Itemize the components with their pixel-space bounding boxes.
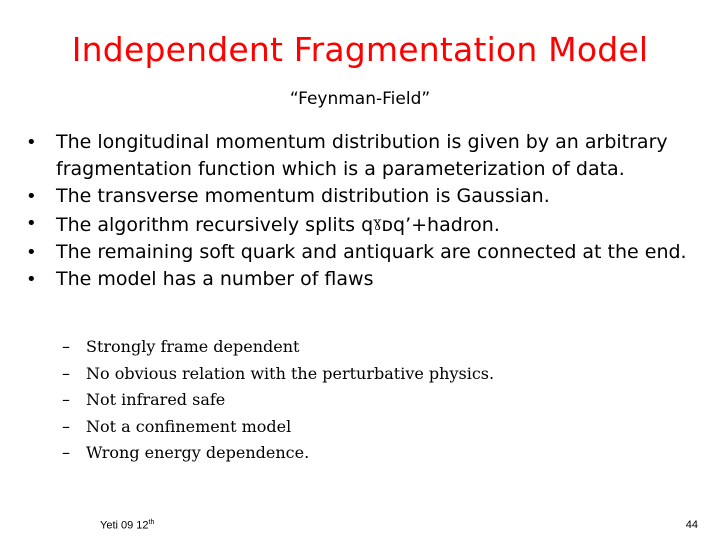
dash-icon: – (62, 337, 70, 356)
flaw-item (0, 414, 700, 441)
flaw-text: Not infrared safe (86, 390, 226, 409)
bullet-dot-icon: • (26, 269, 37, 290)
footer-text: Yeti 09 12 (100, 519, 149, 532)
flaws-list (0, 334, 700, 467)
bullet-dot-icon: • (26, 242, 37, 263)
bullet-dot-icon: • (26, 213, 37, 234)
flaw-text: Wrong energy dependence. (86, 443, 310, 462)
bullet-text: The remaining soft quark and antiquark are connected at the end. (56, 241, 687, 263)
bullet-text: The longitudinal momentum distribution is given by an arbitrary fragmentation function which is a parameterization of data. (56, 131, 668, 180)
bullet-item (0, 183, 700, 210)
arrow-symbol-glyph: ɣ (373, 215, 382, 231)
dash-icon: – (62, 443, 70, 462)
footer-superscript: th (148, 519, 155, 526)
bullet-text-pre: The algorithm recursively splits q (56, 214, 374, 236)
slide-subtitle: “Feynman-Field” (289, 89, 431, 109)
bullet-item (0, 210, 700, 239)
footer-left (100, 519, 154, 532)
flaw-item (0, 334, 700, 361)
slide-title: Independent Fragmentation Model (71, 30, 649, 69)
dash-icon: – (62, 416, 70, 436)
slide-number: 44 (685, 519, 698, 531)
flaw-text: Strongly frame dependent (86, 337, 300, 356)
flaw-text: No obvious relation with the perturbative physics. (86, 363, 495, 383)
flaw-item (0, 361, 700, 388)
bullet-text: The model has a number of flaws (56, 268, 374, 290)
bullet-text-post: ᴅq’+hadron. (381, 214, 500, 236)
bullet-item (0, 266, 700, 293)
flaw-item (0, 440, 700, 467)
dash-icon: – (62, 363, 70, 383)
flaw-item (0, 387, 700, 414)
bullet-item (0, 129, 700, 183)
bullet-text: The transverse momentum distribution is Gaussian. (56, 185, 550, 207)
bullet-list (0, 129, 700, 293)
dash-icon: – (62, 390, 70, 409)
flaw-text: Not a confinement model (86, 416, 292, 436)
bullet-item (0, 239, 700, 266)
bullet-dot-icon: • (26, 186, 37, 207)
bullet-dot-icon: • (26, 132, 37, 153)
